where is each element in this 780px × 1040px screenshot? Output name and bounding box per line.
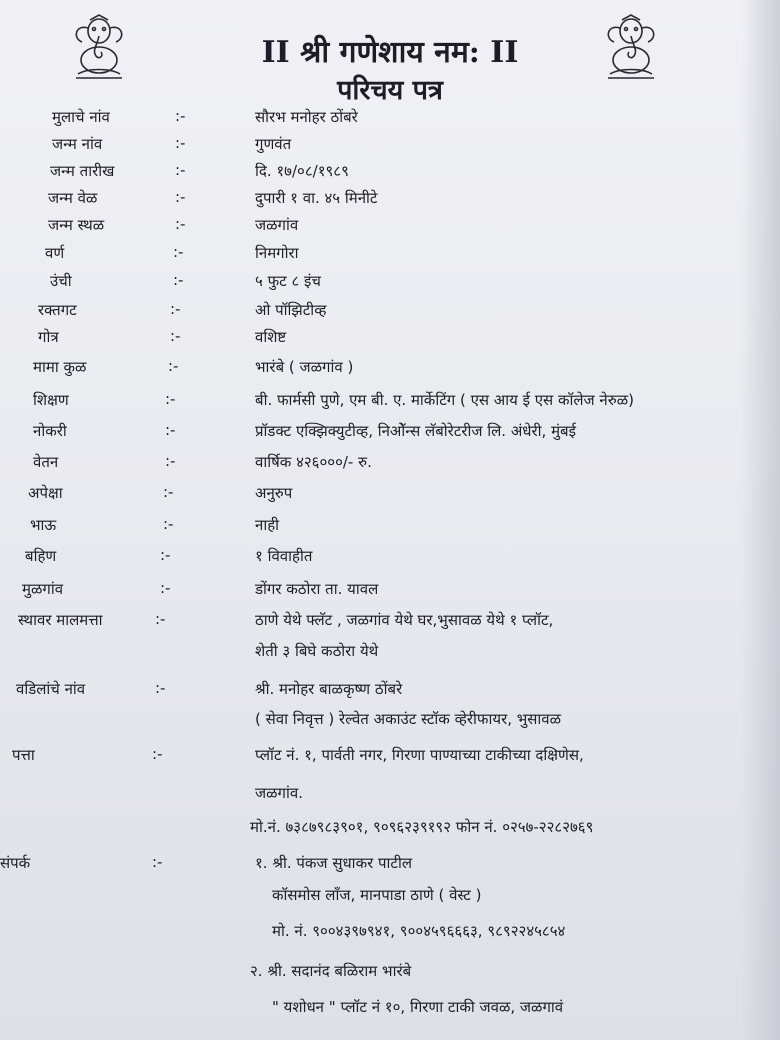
field-value: डोंगर कठोरा ता. यावल <box>255 580 379 598</box>
field-value: बी. फार्मसी पुणे, एम बी. ए. मार्केटिंग ( एस आय ई एस कॉलेज नेरुळ) <box>255 391 634 409</box>
field-value: नाही <box>255 516 280 534</box>
field-label: रक्तगट <box>38 301 77 319</box>
field-label: मामा कुळ <box>33 358 87 376</box>
field-separator: :- <box>168 357 179 375</box>
field-value-continuation: मो.नं. ७३८७९८३९०१, ९०९६२३९१९२ फोन नं. ०२५७-२२८२७६९ <box>250 818 594 836</box>
field-value: ५ फुट ८ इंच <box>255 272 321 290</box>
field-value-continuation: मो. नं. ९००४३९७९४१, ९००४५९६६६३, ९८९२२४५८५४ <box>272 922 566 940</box>
field-value: दुपारी १ वा. ४५ मिनीटे <box>255 189 378 207</box>
field-label: मुलाचे नांव <box>52 108 110 126</box>
field-separator: :- <box>152 745 163 763</box>
field-label: संपर्क <box>0 854 31 872</box>
field-value: गुणवंत <box>255 135 292 153</box>
field-separator: :- <box>175 134 186 152</box>
field-label: वेतन <box>33 453 59 471</box>
field-separator: :- <box>155 679 166 697</box>
field-value: सौरभ मनोहर ठोंबरे <box>255 108 358 126</box>
field-label: मुळगांव <box>22 580 64 598</box>
field-label: शिक्षण <box>33 391 69 409</box>
field-separator: :- <box>160 546 171 564</box>
field-value: दि. १७/०८/१९८९ <box>255 162 349 180</box>
field-value: प्लॉट नं. १, पार्वती नगर, गिरणा पाण्याच्या टाकीच्या दक्षिणेस, <box>255 746 584 764</box>
field-value-continuation: शेती ३ बिघे कठोरा येथे <box>255 642 379 660</box>
field-value: वशिष्ट <box>255 328 287 346</box>
field-label: जन्म स्थळ <box>48 216 105 234</box>
field-label: वडिलांचे नांव <box>16 680 86 698</box>
field-label: वर्ण <box>45 244 65 262</box>
field-value-continuation: कॉसमोस लॉंज, मानपाडा ठाणे ( वेस्ट ) <box>272 886 482 904</box>
field-label: पत्ता <box>12 746 35 764</box>
field-label: भाऊ <box>30 516 57 534</box>
field-separator: :- <box>163 515 174 533</box>
field-value: श्री. मनोहर बाळकृष्ण ठोंबरे <box>255 680 403 698</box>
invocation-heading: II श्री गणेशाय नम: II <box>261 35 519 70</box>
field-separator: :- <box>175 107 186 125</box>
field-value: भारंबे ( जळगांव ) <box>255 358 354 376</box>
field-separator: :- <box>173 271 184 289</box>
field-label: नोकरी <box>33 422 67 440</box>
field-value-continuation: " यशोधन " प्लॉट नं १०, गिरणा टाकी जवळ, जळगावं <box>272 998 564 1016</box>
field-label: जन्म वेळ <box>48 189 98 207</box>
field-label: गोत्र <box>38 328 59 346</box>
field-value: १. श्री. पंकज सुधाकर पाटील <box>255 854 413 872</box>
field-value: प्रॉडक्ट एक्झिक्युटीव्ह, निओ‍ॅन्स लॅबोरेटरीज लि. अंधेरी, मुंबई <box>255 422 576 440</box>
field-label: जन्म तारीख <box>50 162 115 180</box>
field-label: स्थावर मालमत्ता <box>18 611 103 629</box>
field-separator: :- <box>155 610 166 628</box>
field-separator: :- <box>165 452 176 470</box>
field-value-continuation: २. श्री. सदानंद बळिराम भारंबे <box>250 962 412 980</box>
field-value: जळगांव <box>255 216 299 234</box>
field-separator: :- <box>173 243 184 261</box>
field-separator: :- <box>165 390 176 408</box>
field-separator: :- <box>165 421 176 439</box>
field-label: उंची <box>50 272 72 290</box>
field-label: अपेक्षा <box>28 484 63 502</box>
ganesha-icon <box>68 14 130 80</box>
field-separator: :- <box>152 853 163 871</box>
field-separator: :- <box>175 188 186 206</box>
field-separator: :- <box>163 483 174 501</box>
field-separator: :- <box>170 300 181 318</box>
field-value: वार्षिक ४२६०००/- रु. <box>255 453 372 471</box>
field-separator: :- <box>160 579 171 597</box>
field-separator: :- <box>175 161 186 179</box>
field-value-continuation: ( सेवा निवृत्त ) रेल्वेत अकाउंट स्टॉक व्हेरीफायर, भुसावळ <box>255 710 562 728</box>
field-value: ठाणे येथे फ्लॅट , जळगांव येथे घर,भुसावळ येथे १ प्लॉट, <box>255 611 554 629</box>
document-title: परिचय पत्र <box>337 75 443 106</box>
field-value: अनुरुप <box>255 484 293 502</box>
field-value-continuation: जळगांव. <box>255 784 303 802</box>
field-value: निमगोरा <box>255 244 299 262</box>
field-value: १ विवाहीत <box>255 547 313 565</box>
field-label: जन्म नांव <box>52 135 103 153</box>
field-separator: :- <box>170 327 181 345</box>
field-value: ओ पॉझिटीव्ह <box>255 301 327 319</box>
field-separator: :- <box>175 215 186 233</box>
field-label: बहिण <box>25 547 57 565</box>
